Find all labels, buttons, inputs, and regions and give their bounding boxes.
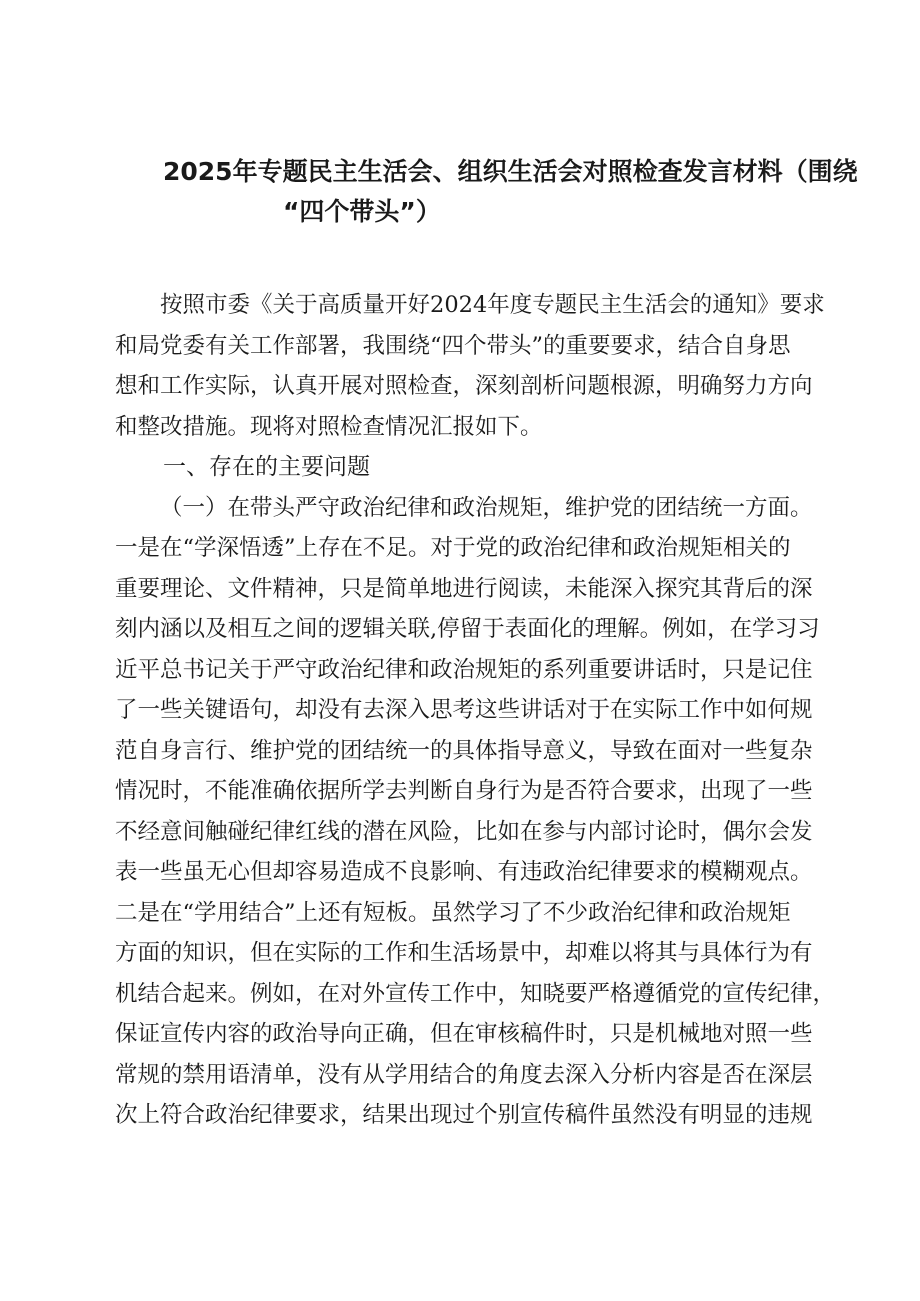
document-title-line-2: “四个带头”） — [283, 197, 441, 226]
document-title-line-1: 2025年专题民主生活会、组织生活会对照检查发言材料（围绕 — [163, 157, 858, 186]
paragraph-line: 二是在“学用结合”上还有短板。虽然学习了不少政治纪律和政治规矩 — [115, 899, 791, 926]
paragraph-line: 常规的禁用语清单，没有从学用结合的角度去深入分析内容是否在深层 — [115, 1061, 813, 1088]
paragraph-line: 方面的知识，但在实际的工作和生活场景中，却难以将其与具体行为有 — [115, 940, 813, 966]
paragraph-line: 表一些虽无心但却容易造成不良影响、有违政治纪律要求的模糊观点。 — [115, 859, 813, 885]
section-heading: 一、存在的主要问题 — [163, 454, 370, 480]
subsection-heading: （一）在带头严守政治纪律和政治规矩，维护党的团结统一方面。 — [160, 494, 813, 521]
paragraph-line: 保证宣传内容的政治导向正确，但在审核稿件时，只是机械地对照一些 — [115, 1021, 813, 1047]
paragraph-line: 重要理论、文件精神，只是简单地进行阅读，未能深入探究其背后的深 — [115, 575, 813, 602]
paragraph-line: 一是在“学深悟透”上存在不足。对于党的政治纪律和政治规矩相关的 — [115, 535, 791, 561]
paragraph-line: 机结合起来。例如，在对外宣传工作中，知晓要严格遵循党的宣传纪律， — [115, 980, 836, 1007]
intro-line: 和整改措施。现将对照检查情况汇报如下。 — [115, 413, 543, 440]
paragraph-line: 近平总书记关于严守政治纪律和政治规矩的系列重要讲话时，只是记住 — [115, 656, 813, 683]
paragraph-line: 了一些关键语句，却没有去深入思考这些讲话对于在实际工作中如何规 — [115, 697, 813, 723]
paragraph-line: 次上符合政治纪律要求，结果出现过个别宣传稿件虽然没有明显的违规 — [115, 1102, 813, 1128]
intro-line: 和局党委有关工作部署，我围绕“四个带头”的重要要求，结合自身思 — [115, 332, 791, 359]
paragraph-line: 不经意间触碰纪律红线的潜在风险，比如在参与内部讨论时，偶尔会发 — [115, 818, 813, 845]
intro-line: 想和工作实际，认真开展对照检查，深刻剖析问题根源，明确努力方向 — [115, 373, 813, 399]
paragraph-line: 范自身言行、维护党的团结统一的具体指导意义，导致在面对一些复杂 — [115, 737, 813, 764]
paragraph-line: 刻内涵以及相互之间的逻辑关联,停留于表面化的理解。例如，在学习习 — [115, 616, 820, 642]
document-body — [115, 285, 840, 1136]
paragraph-line: 情况时，不能准确依据所学去判断自身行为是否符合要求，出现了一些 — [115, 778, 813, 804]
intro-line: 按照市委《关于高质量开好2024年度专题民主生活会的通知》要求 — [160, 292, 825, 318]
